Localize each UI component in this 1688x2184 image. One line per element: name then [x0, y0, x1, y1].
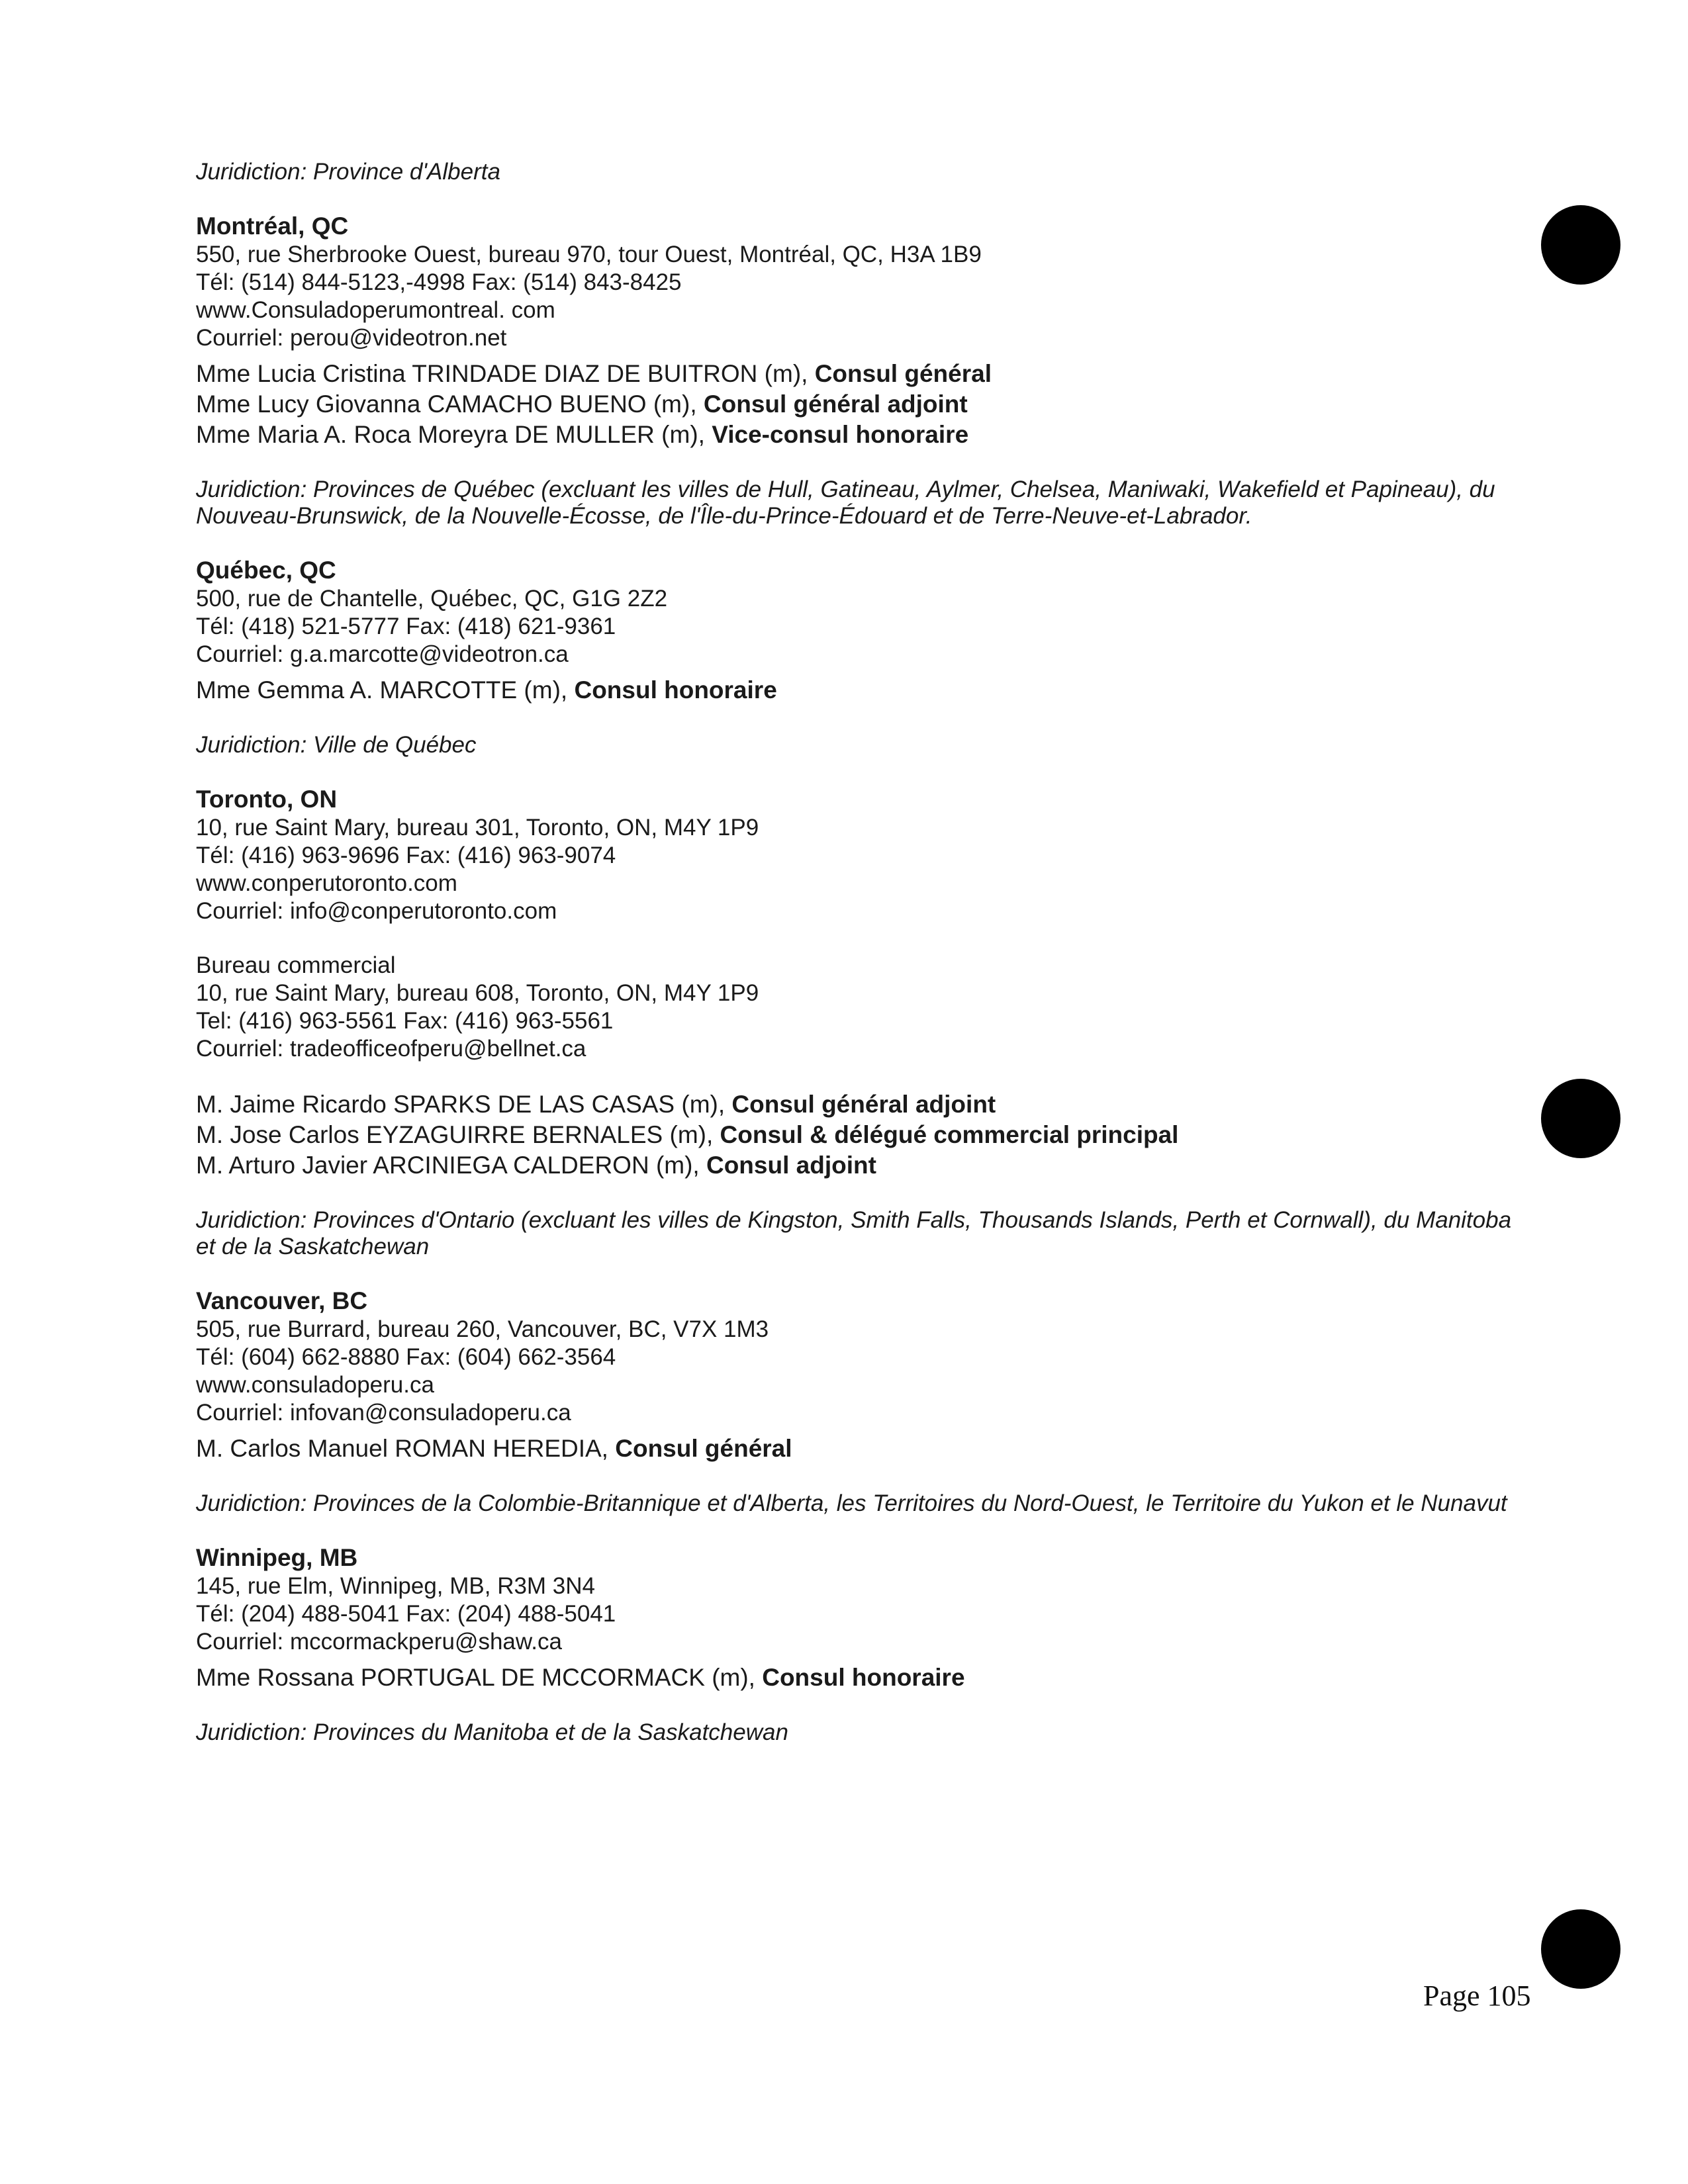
- staff-role: Consul général adjoint: [731, 1091, 996, 1118]
- office-city: Québec, QC: [196, 557, 336, 584]
- staff-role: Consul général: [814, 360, 992, 387]
- office-jurisdiction: Juridiction: Ville de Québec: [196, 732, 477, 758]
- office-city: Vancouver, BC: [196, 1287, 368, 1314]
- office-jurisdiction: Juridiction: Provinces d'Ontario (excluant les villes de Kingston, Smith Falls, Thousands Islands, Perth et Cornwall), du Manitoba et de la Saskatchewan: [196, 1207, 1512, 1259]
- address-line: 550, rue Sherbrooke Ouest, bureau 970, tour Ouest, Montréal, QC, H3A 1B9: [196, 242, 982, 267]
- phone-line: Tél: (418) 521-5777 Fax: (418) 621-9361: [196, 614, 616, 639]
- staff-role: Consul adjoint: [706, 1152, 876, 1179]
- office-jurisdiction: Juridiction: Provinces du Manitoba et de la Saskatchewan: [196, 1719, 788, 1745]
- intro-jurisdiction: Juridiction: Province d'Alberta: [196, 159, 500, 185]
- staff-entry: [196, 389, 1533, 420]
- phone-line: Tél: (204) 488-5041 Fax: (204) 488-5041: [196, 1601, 616, 1627]
- trade-address-line: 10, rue Saint Mary, bureau 608, Toronto, ON, M4Y 1P9: [196, 980, 759, 1006]
- staff-entry: [196, 359, 1533, 389]
- office-jurisdiction: Juridiction: Provinces de la Colombie-Britannique et d'Alberta, les Territoires du Nord-Ouest, le Territoire du Yukon et le Nunavut: [196, 1490, 1507, 1516]
- staff-entry: [196, 1150, 1533, 1181]
- email-line: Courriel: info@conperutoronto.com: [196, 898, 557, 924]
- email-line: Courriel: perou@videotron.net: [196, 325, 507, 351]
- phone-line: Tél: (514) 844-5123,-4998 Fax: (514) 843-8425: [196, 269, 682, 295]
- staff-entry: [196, 420, 1533, 450]
- office-winnipeg: [196, 1543, 1533, 1746]
- staff-role: Vice-consul honoraire: [712, 421, 969, 448]
- website-line: www.Consuladoperumontreal. com: [196, 297, 555, 323]
- staff-role: Consul honoraire: [574, 676, 777, 704]
- trade-email-line: Courriel: tradeofficeofperu@bellnet.ca: [196, 1036, 586, 1062]
- staff-name: M. Arturo Javier ARCINIEGA CALDERON (m),: [196, 1152, 706, 1179]
- office-montreal: [196, 212, 1533, 529]
- staff-name: M. Carlos Manuel ROMAN HEREDIA,: [196, 1435, 616, 1462]
- office-city: Toronto, ON: [196, 786, 338, 813]
- email-line: Courriel: g.a.marcotte@videotron.ca: [196, 641, 569, 667]
- punch-hole-icon: [1541, 1079, 1620, 1158]
- staff-name: Mme Lucy Giovanna CAMACHO BUENO (m),: [196, 390, 704, 418]
- office-vancouver: [196, 1287, 1533, 1517]
- staff-role: Consul & délégué commercial principal: [720, 1121, 1179, 1148]
- website-line: www.conperutoronto.com: [196, 870, 457, 896]
- office-city: Montréal, QC: [196, 212, 349, 240]
- punch-hole-icon: [1541, 1909, 1620, 1989]
- staff-name: Mme Gemma A. MARCOTTE (m),: [196, 676, 575, 704]
- staff-entry: [196, 1433, 1533, 1464]
- office-quebec: [196, 556, 1533, 758]
- address-line: 145, rue Elm, Winnipeg, MB, R3M 3N4: [196, 1573, 596, 1599]
- phone-line: Tél: (604) 662-8880 Fax: (604) 662-3564: [196, 1344, 616, 1370]
- staff-entry: [196, 1089, 1533, 1120]
- staff-entry: [196, 1662, 1533, 1693]
- website-line: www.consuladoperu.ca: [196, 1372, 434, 1398]
- staff-name: Mme Lucia Cristina TRINDADE DIAZ DE BUITRON (m),: [196, 360, 815, 387]
- staff-name: M. Jaime Ricardo SPARKS DE LAS CASAS (m),: [196, 1091, 732, 1118]
- document-page: [196, 159, 1533, 1746]
- address-line: 500, rue de Chantelle, Québec, QC, G1G 2Z2: [196, 586, 668, 612]
- office-jurisdiction: Juridiction: Provinces de Québec (excluant les villes de Hull, Gatineau, Aylmer, Chelsea, Maniwaki, Wakefield et Papineau), du Nouveau-Brunswick, de la Nouvelle-Écosse, de l'Île-du-Prince-Édouard et de Terre-Neuve-et-Labrador.: [196, 477, 1495, 529]
- staff-role: Consul honoraire: [762, 1664, 965, 1691]
- page-number: Page 105: [1423, 1979, 1531, 2012]
- staff-name: Mme Maria A. Roca Moreyra DE MULLER (m),: [196, 421, 712, 448]
- office-city: Winnipeg, MB: [196, 1544, 358, 1571]
- staff-role: Consul général: [615, 1435, 792, 1462]
- staff-entry: [196, 675, 1533, 705]
- email-line: Courriel: infovan@consuladoperu.ca: [196, 1400, 571, 1426]
- punch-hole-icon: [1541, 205, 1620, 285]
- staff-name: M. Jose Carlos EYZAGUIRRE BERNALES (m),: [196, 1121, 720, 1148]
- phone-line: Tél: (416) 963-9696 Fax: (416) 963-9074: [196, 842, 616, 868]
- staff-name: Mme Rossana PORTUGAL DE MCCORMACK (m),: [196, 1664, 763, 1691]
- staff-role: Consul général adjoint: [703, 390, 968, 418]
- email-line: Courriel: mccormackperu@shaw.ca: [196, 1629, 562, 1655]
- staff-entry: [196, 1120, 1533, 1150]
- address-line: 10, rue Saint Mary, bureau 301, Toronto, ON, M4Y 1P9: [196, 815, 759, 841]
- address-line: 505, rue Burrard, bureau 260, Vancouver, BC, V7X 1M3: [196, 1316, 769, 1342]
- office-toronto: [196, 785, 1533, 1260]
- trade-phone-line: Tel: (416) 963-5561 Fax: (416) 963-5561: [196, 1008, 614, 1034]
- trade-office-label: Bureau commercial: [196, 952, 396, 978]
